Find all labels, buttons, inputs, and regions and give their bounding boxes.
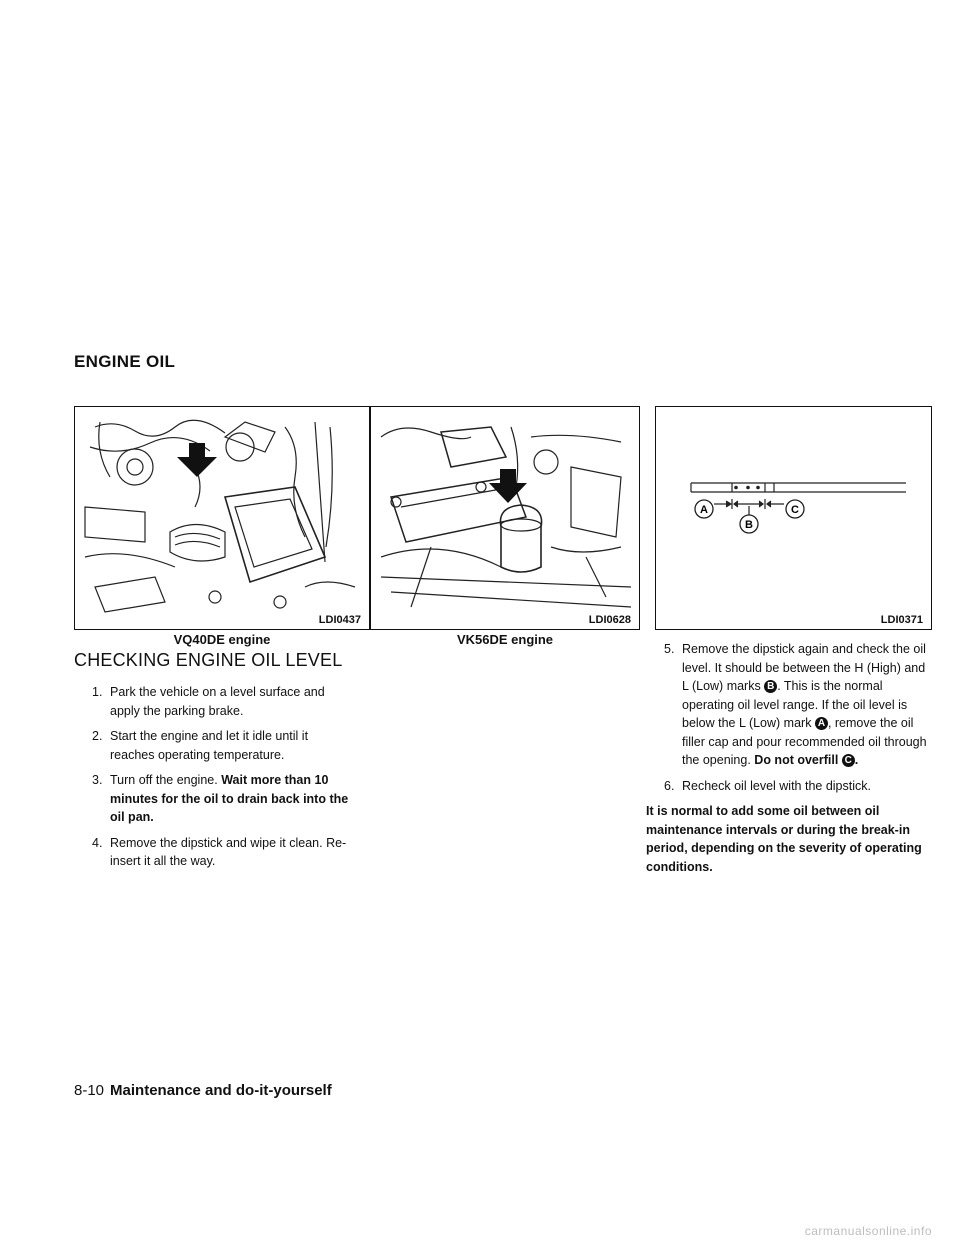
step-text: Recheck oil level with the dipstick.	[682, 778, 871, 793]
step-number: 2.	[92, 729, 103, 743]
mark-b-symbol: B	[764, 680, 777, 693]
figure-code: LDI0371	[880, 614, 923, 626]
steps-column-1	[92, 683, 350, 878]
step-text: Park the vehicle on a level surface and apply the parking brake.	[110, 685, 325, 718]
mark-c-symbol: C	[842, 754, 855, 767]
step-number: 1.	[92, 685, 103, 699]
note-paragraph: It is normal to add some oil between oil maintenance intervals or during the break-in period, depending on the severity of operating conditions.	[646, 804, 922, 874]
mark-a-symbol: A	[815, 717, 828, 730]
page-number: 8-10	[74, 1082, 105, 1099]
step-item	[92, 683, 350, 720]
mark-c-label: C	[791, 504, 799, 516]
step-text: , remove the oil filler cap and pour recommended oil through the opening.	[682, 716, 927, 767]
step-item	[92, 771, 350, 827]
step-item	[92, 727, 350, 764]
figure-dipstick	[655, 406, 932, 630]
step-number: 5.	[664, 642, 675, 656]
dipstick-illustration	[656, 407, 931, 629]
figure-caption: VK56DE engine	[456, 632, 554, 647]
page-footer	[74, 1082, 332, 1099]
step-text: Remove the dipstick and wipe it clean. Re-insert it all the way.	[110, 835, 347, 868]
watermark: carmanualsonline.info	[804, 1224, 932, 1238]
figure-vq40de-engine	[74, 406, 370, 630]
step-text: . This is the normal operating oil level range. If the oil level is below the L (Low) mark	[682, 679, 908, 730]
step-end: .	[854, 753, 859, 767]
figure-code: LDI0628	[588, 614, 631, 626]
section-title: ENGINE OIL	[74, 352, 176, 371]
step-text: Remove the dipstick again and check the oil level. It should be between the H (High) and L (Low) marks	[682, 642, 926, 693]
mark-b-label: B	[745, 519, 753, 531]
engine-illustration-2	[371, 407, 639, 629]
step-text: Start the engine and let it idle until it reaches operating temperature.	[110, 729, 309, 762]
figure-vk56de-engine	[370, 406, 640, 630]
step-text: Turn off the engine.	[110, 773, 222, 787]
step-warning: Wait more than 10 minutes for the oil to drain back into the oil pan.	[110, 773, 349, 824]
steps-column-3	[646, 640, 932, 876]
figure-code: LDI0437	[318, 614, 361, 626]
engine-illustration-1	[75, 407, 369, 629]
footer-section: Maintenance and do-it-yourself	[110, 1082, 332, 1099]
step-item	[92, 834, 350, 871]
mark-a-label: A	[700, 504, 708, 516]
step-number: 3.	[92, 773, 103, 787]
step-item	[664, 640, 932, 770]
step-number: 6.	[664, 778, 675, 793]
subsection-heading: CHECKING ENGINE OIL LEVEL	[74, 650, 343, 670]
step-warning: Do not overfill	[754, 753, 842, 767]
step-item	[664, 777, 932, 796]
step-number: 4.	[92, 835, 103, 850]
figure-caption: VQ40DE engine	[173, 632, 271, 647]
